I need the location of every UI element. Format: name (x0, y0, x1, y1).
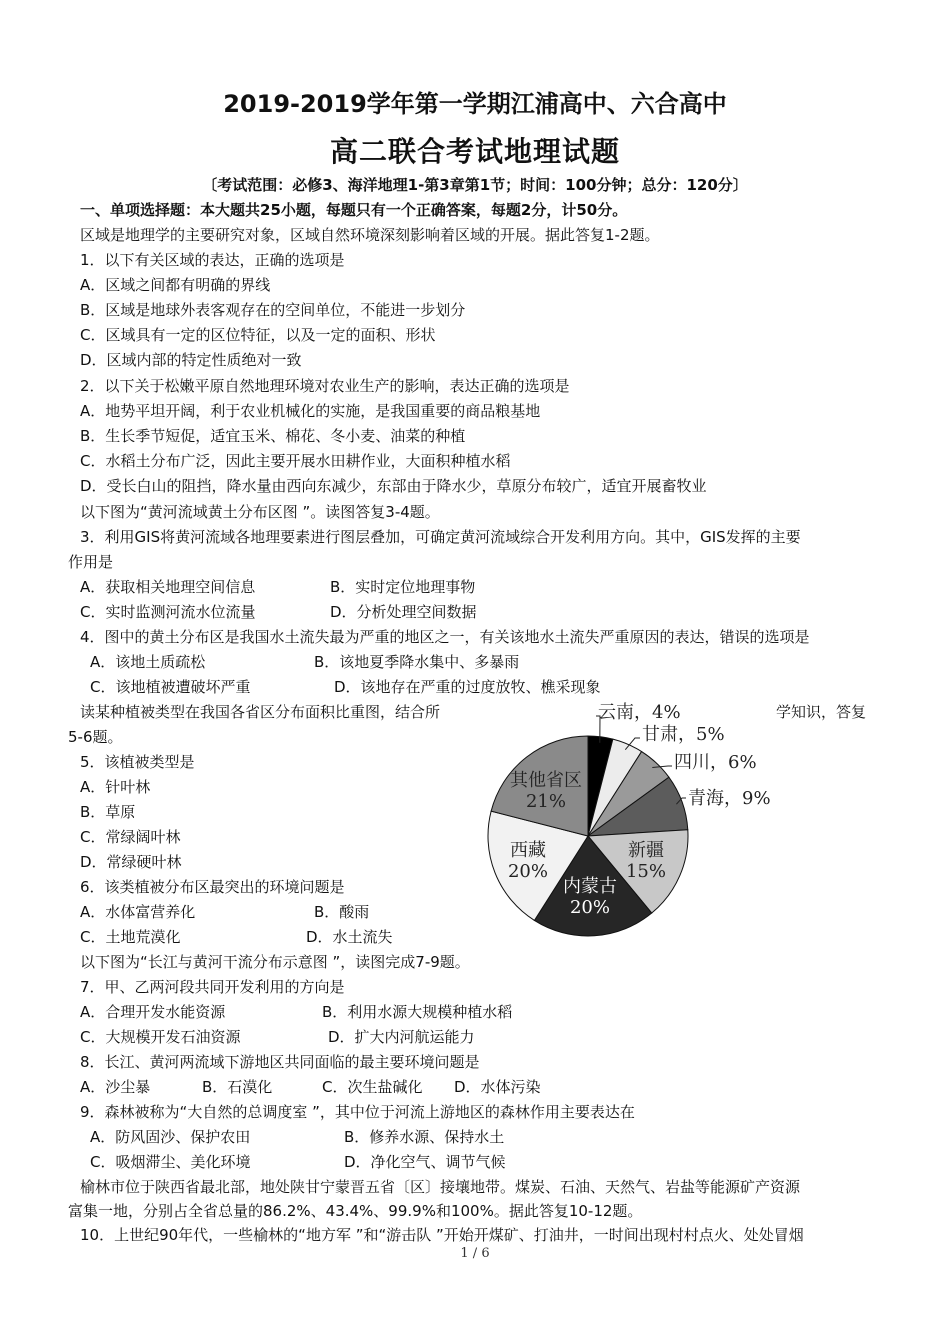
exam-scope: 〔考试范围：必修3、海洋地理1-第3章第1节；时间：100分钟；总分：120分〕 (202, 176, 748, 194)
page-number: 1 / 6 (460, 1246, 490, 1261)
pie-label-0: 云南，4% (598, 702, 681, 723)
pie-label-3: 青海，9% (688, 788, 771, 809)
q3-option-d: D．分析处理空间数据 (330, 603, 477, 621)
intro-3-4: 以下图为“黄河流域黄土分布区图 ”。读图答复3-4题。 (80, 503, 440, 521)
intro-1-2: 区域是地理学的主要研究对象，区域自然环境深刻影响着区域的开展。据此答复1-2题。 (80, 226, 660, 244)
q6-option-d: D．水土流失 (306, 928, 393, 946)
question-6: 6．该类植被分布区最突出的环境问题是 (80, 878, 345, 896)
intro-5-6: 读某种植被类型在我国各省区分布面积比重图，结合所 (80, 703, 441, 721)
pie-label-value-7: 21% (525, 791, 567, 812)
q2-option-b: B．生长季节短促，适宜玉米、棉花、冬小麦、油菜的种植 (80, 427, 466, 445)
q8-option-c: C．次生盐碱化 (322, 1078, 423, 1096)
q5-option-a: A．针叶林 (80, 778, 151, 796)
intro-10-12-cont: 富集一地，分别占全省总量的86.2%、43.4%、99.9%和100%。据此答复10-12题。 (68, 1202, 643, 1220)
question-10: 10．上世纪90年代，一些榆林的“地方军 ”和“游击队 ”开始开煤矿、打油井，一时间出现村村点火、处处冒烟 (80, 1226, 804, 1244)
question-2: 2．以下关于松嫩平原自然地理环境对农业生产的影响，表达正确的选项是 (80, 377, 570, 395)
pie-label-name-5: 内蒙古 (563, 876, 617, 897)
q1-option-d: D．区域内部的特定性质绝对一致 (80, 351, 302, 369)
q2-option-a: A．地势平坦开阔，利于农业机械化的实施，是我国重要的商品粮基地 (80, 402, 541, 420)
q9-option-c: C．吸烟滞尘、美化环境 (90, 1153, 251, 1171)
q5-option-b: B．草原 (80, 803, 136, 821)
q2-option-d: D．受长白山的阻挡，降水量由西向东减少，东部由于降水少，草原分布较广，适宜开展畜牧业 (80, 477, 707, 495)
q7-option-d: D．扩大内河航运能力 (328, 1028, 475, 1046)
question-8: 8．长江、黄河两流域下游地区共同面临的最主要环境问题是 (80, 1053, 480, 1071)
q4-option-b: B．该地夏季降水集中、多暴雨 (314, 653, 520, 671)
q7-option-b: B．利用水源大规模种植水稻 (322, 1003, 513, 1021)
pie-label-value-6: 20% (507, 861, 549, 882)
pie-label-name-7: 其他省区 (510, 770, 582, 791)
pie-label-1: 甘肃，5% (642, 724, 725, 745)
q8-option-a: A．沙尘暴 (80, 1078, 151, 1096)
q9-option-a: A．防风固沙、保护农田 (90, 1128, 251, 1146)
q9-option-b: B．修养水源、保持水土 (344, 1128, 505, 1146)
intro-5-6-cont: 5-6题。 (68, 728, 123, 746)
q4-option-a: A．该地土质疏松 (90, 653, 206, 671)
q7-option-c: C．大规模开发石油资源 (80, 1028, 241, 1046)
q3-option-a: A．获取相关地理空间信息 (80, 578, 256, 596)
q1-option-c: C．区域具有一定的区位特征，以及一定的面积、形状 (80, 326, 436, 344)
q6-option-a: A．水体富营养化 (80, 903, 196, 921)
intro-5-6-right: 学知识，答复 (776, 703, 867, 721)
q5-option-d: D．常绿硬叶林 (80, 853, 182, 871)
q8-option-b: B．石漠化 (202, 1078, 273, 1096)
pie-label-2: 四川，6% (674, 752, 757, 773)
question-9: 9．森林被称为“大自然的总调度室 ”，其中位于河流上游地区的森林作用主要表达在 (80, 1103, 635, 1121)
question-1: 1．以下有关区域的表达，正确的选项是 (80, 251, 345, 269)
q6-option-b: B．酸雨 (314, 903, 370, 921)
q5-option-c: C．常绿阔叶林 (80, 828, 181, 846)
pie-label-name-6: 西藏 (510, 840, 546, 861)
q3-option-c: C．实时监测河流水位流量 (80, 603, 256, 621)
question-3-cont: 作用是 (68, 553, 114, 571)
vegetation-distribution-pie-chart (470, 694, 810, 954)
section-heading: 一、单项选择题：本大题共25小题，每题只有一个正确答案，每题2分，计50分。 (80, 201, 628, 219)
question-3: 3．利用GIS将黄河流域各地理要素进行图层叠加，可确定黄河流域综合开发利用方向。其中，GIS发挥的主要 (80, 528, 801, 546)
q1-option-a: A．区域之间都有明确的界线 (80, 276, 271, 294)
q6-option-c: C．土地荒漠化 (80, 928, 181, 946)
q4-option-c: C．该地植被遭破坏严重 (90, 678, 251, 696)
q8-option-d: D．水体污染 (454, 1078, 541, 1096)
q1-option-b: B．区域是地球外表客观存在的空间单位，不能进一步划分 (80, 301, 466, 319)
pie-label-name-4: 新疆 (628, 840, 664, 861)
pie-label-value-4: 15% (625, 861, 667, 882)
q3-option-b: B．实时定位地理事物 (330, 578, 476, 596)
title-line-1: 2019-2019学年第一学期江浦高中、六合高中 (223, 90, 727, 118)
q4-option-d: D．该地存在严重的过度放牧、樵采现象 (334, 678, 601, 696)
q2-option-c: C．水稻土分布广泛，因此主要开展水田耕作业，大面积种植水稻 (80, 452, 511, 470)
q9-option-d: D．净化空气、调节气候 (344, 1153, 506, 1171)
intro-7-9: 以下图为“长江与黄河干流分布示意图 ”，读图完成7-9题。 (80, 953, 470, 971)
question-4: 4．图中的黄土分布区是我国水土流失最为严重的地区之一，有关该地水土流失严重原因的表达，错误的选项是 (80, 628, 810, 646)
question-7: 7．甲、乙两河段共同开发利用的方向是 (80, 978, 345, 996)
question-5: 5．该植被类型是 (80, 753, 195, 771)
intro-10-12: 榆林市位于陕西省最北部，地处陕甘宁蒙晋五省〔区〕接壤地带。煤炭、石油、天然气、岩盐等能源矿产资源 (80, 1178, 801, 1196)
pie-label-value-5: 20% (569, 897, 611, 918)
title-line-2: 高二联合考试地理试题 (329, 135, 620, 168)
q7-option-a: A．合理开发水能资源 (80, 1003, 226, 1021)
